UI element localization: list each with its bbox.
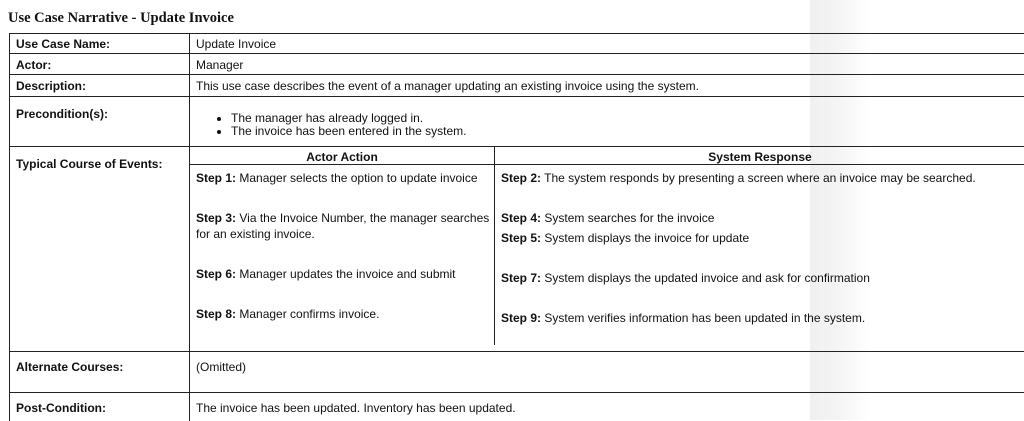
preconditions-label: Precondition(s):: [16, 107, 108, 121]
document-title: Use Case Narrative - Update Invoice: [8, 10, 234, 26]
events-column-divider: [494, 147, 495, 345]
row-use-case-name: [10, 34, 1024, 54]
post-condition-value: The invoice has been updated. Inventory has been updated.: [196, 401, 516, 415]
row-post-condition: [10, 393, 1024, 421]
typical-course-label: Typical Course of Events:: [16, 157, 163, 171]
system-step: Step 2: The system responds by presenting a screen where an invoice may be searched.: [501, 171, 976, 185]
actor-step: Step 1: Manager selects the option to update invoice: [196, 171, 478, 185]
system-step: Step 7: System displays the updated invoice and ask for confirmation: [501, 271, 870, 285]
alternate-courses-label: Alternate Courses:: [16, 360, 124, 374]
alternate-courses-value: (Omitted): [196, 360, 247, 374]
system-step: Step 4: System searches for the invoice: [501, 211, 715, 225]
precondition-item: • The invoice has been entered in the system.: [231, 125, 466, 138]
row-description: [10, 75, 1024, 97]
actor-step: Step 3: Via the Invoice Number, the manager searches for an existing invoice.: [196, 211, 490, 241]
precondition-item: • The manager has already logged in.: [231, 112, 466, 125]
system-step: Step 5: System displays the invoice for update: [501, 231, 750, 245]
actor-step: Step 8: Manager confirms invoice.: [196, 307, 380, 321]
use-case-name-label: Use Case Name:: [16, 37, 111, 51]
label-column-divider: [189, 34, 190, 421]
preconditions-list: [196, 112, 466, 138]
actor-step: Step 6: Manager updates the invoice and submit: [196, 267, 456, 281]
use-case-name-value: Update Invoice: [196, 37, 277, 51]
actor-label: Actor:: [16, 58, 52, 72]
actor-action-header: Actor Action: [306, 150, 378, 164]
system-step: Step 9: System verifies information has been updated in the system.: [501, 311, 866, 325]
row-typical-course: [10, 147, 1024, 352]
row-alternate-courses: [10, 352, 1024, 393]
post-condition-label: Post-Condition:: [16, 401, 106, 415]
system-response-header: System Response: [708, 150, 812, 164]
row-actor: [10, 54, 1024, 75]
use-case-table: [9, 33, 1024, 421]
actor-value: Manager: [196, 58, 244, 72]
row-preconditions: [10, 97, 1024, 147]
description-value: This use case describes the event of a manager updating an existing invoice using the system.: [196, 79, 699, 93]
description-label: Description:: [16, 79, 87, 93]
